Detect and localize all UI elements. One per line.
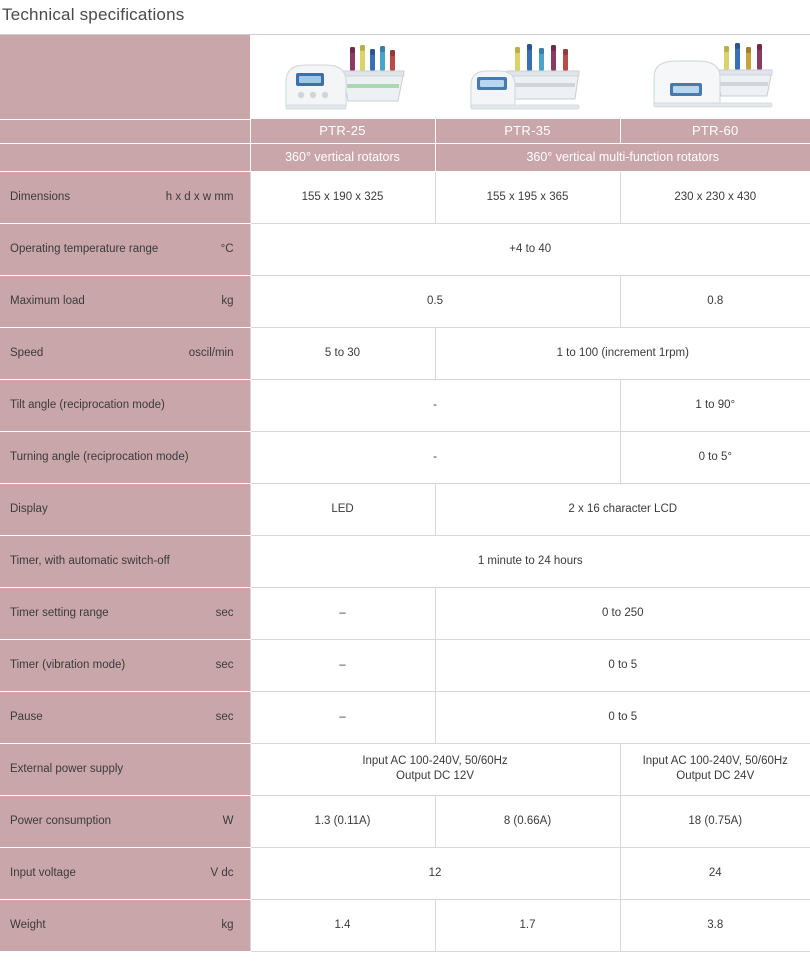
product-name-ptr35: PTR-35: [435, 119, 620, 143]
table-cell: 230 x 230 x 430: [620, 171, 810, 223]
table-cell: 1 to 100 (increment 1rpm): [435, 327, 810, 379]
table-cell: 1.3 (0.11A): [250, 795, 435, 847]
table-cell: 18 (0.75A): [620, 795, 810, 847]
row-label: Pause: [10, 711, 43, 723]
row-label: Timer (vibration mode): [10, 659, 126, 671]
row-label: Timer setting range: [10, 607, 109, 619]
table-row: [0, 275, 810, 327]
table-row: [0, 743, 810, 795]
table-cell: +4 to 40: [250, 223, 810, 275]
product-name-row-label: [0, 119, 250, 143]
row-unit: V dc: [210, 867, 234, 879]
page-title-block: [0, 0, 810, 32]
row-label-cell: [0, 171, 250, 223]
table-row: [0, 847, 810, 899]
table-cell: 155 x 195 x 365: [435, 171, 620, 223]
table-cell: 12: [250, 847, 620, 899]
table-cell: 1.7: [435, 899, 620, 951]
table-cell: -: [250, 431, 620, 483]
table-cell: 0 to 5°: [620, 431, 810, 483]
table-row: [0, 431, 810, 483]
row-unit: kg: [221, 295, 234, 307]
row-label: Speed: [10, 347, 44, 359]
table-cell: Input AC 100-240V, 50/60Hz Output DC 12V: [250, 743, 620, 795]
row-label: Dimensions: [10, 191, 71, 203]
table-cell: 24: [620, 847, 810, 899]
table-cell: 0 to 5: [435, 691, 810, 743]
row-label-cell: [0, 275, 250, 327]
table-row: [0, 379, 810, 431]
row-label: Input voltage: [10, 867, 76, 879]
table-cell: 0 to 250: [435, 587, 810, 639]
table-body: [0, 35, 810, 951]
table-cell: 1 minute to 24 hours: [250, 535, 810, 587]
product-image-cell-ptr35: [435, 35, 620, 119]
row-label-cell: [0, 379, 250, 431]
table-cell: 0.5: [250, 275, 620, 327]
product-image-row: [0, 35, 810, 119]
table-row: [0, 899, 810, 951]
row-unit: oscil/min: [188, 347, 234, 359]
table-cell: LED: [250, 483, 435, 535]
product-image-cell-ptr25: [250, 35, 435, 119]
row-label: Tilt angle (reciprocation mode): [10, 399, 165, 411]
product-image-cell-ptr60: [620, 35, 810, 119]
table-cell: 3.8: [620, 899, 810, 951]
rotator-ptr60-icon: [640, 37, 790, 117]
row-label: Timer, with automatic switch-off: [10, 555, 170, 567]
table-cell: 5 to 30: [250, 327, 435, 379]
row-label: Turning angle (reciprocation mode): [10, 451, 189, 463]
table-row: [0, 639, 810, 691]
table-cell: 0.8: [620, 275, 810, 327]
table-cell: 155 x 190 x 325: [250, 171, 435, 223]
row-label: Maximum load: [10, 295, 85, 307]
row-unit: sec: [215, 607, 234, 619]
row-label-cell: [0, 535, 250, 587]
row-label-cell: [0, 431, 250, 483]
row-label-cell: [0, 639, 250, 691]
row-label: Weight: [10, 919, 46, 931]
table-row: [0, 483, 810, 535]
table-row: [0, 691, 810, 743]
row-label: Power consumption: [10, 815, 111, 827]
row-unit: sec: [215, 711, 234, 723]
row-label-cell: [0, 743, 250, 795]
row-label-cell: [0, 899, 250, 951]
table-cell: –: [250, 587, 435, 639]
row-label: Operating temperature range: [10, 243, 159, 255]
rotator-ptr25-icon: [268, 37, 418, 117]
product-name-ptr25: PTR-25: [250, 119, 435, 143]
technical-specifications-table: [0, 35, 810, 952]
table-row: [0, 795, 810, 847]
table-row: [0, 327, 810, 379]
table-row: [0, 587, 810, 639]
row-label-cell: [0, 587, 250, 639]
table-cell: 1.4: [250, 899, 435, 951]
table-cell: 2 x 16 character LCD: [435, 483, 810, 535]
row-unit: h x d x w mm: [165, 191, 234, 203]
row-label-cell: [0, 847, 250, 899]
table-cell: 1 to 90°: [620, 379, 810, 431]
product-name-ptr60: PTR-60: [620, 119, 810, 143]
product-family-vertical-rotators: 360° vertical rotators: [250, 143, 435, 171]
row-unit: W: [222, 815, 234, 827]
row-label: External power supply: [10, 763, 124, 775]
rotator-ptr35-icon: [453, 37, 603, 117]
row-unit: kg: [221, 919, 234, 931]
table-corner-cell: [0, 35, 250, 119]
row-unit: °C: [220, 243, 234, 255]
table-row: [0, 535, 810, 587]
product-family-row-label: [0, 143, 250, 171]
table-cell: –: [250, 691, 435, 743]
table-cell: 0 to 5: [435, 639, 810, 691]
row-label: Display: [10, 503, 48, 515]
product-family-row: [0, 143, 810, 171]
table-cell: Input AC 100-240V, 50/60Hz Output DC 24V: [620, 743, 810, 795]
table-row: [0, 223, 810, 275]
product-family-multifunction-rotators: 360° vertical multi-function rotators: [435, 143, 810, 171]
table-cell: 8 (0.66A): [435, 795, 620, 847]
row-label-cell: [0, 691, 250, 743]
table-cell: –: [250, 639, 435, 691]
row-unit: sec: [215, 659, 234, 671]
page-title: Technical specifications: [2, 5, 185, 24]
table-row: [0, 171, 810, 223]
row-label-cell: [0, 483, 250, 535]
row-label-cell: [0, 795, 250, 847]
row-label-cell: [0, 327, 250, 379]
row-label-cell: [0, 223, 250, 275]
product-name-row: [0, 119, 810, 143]
table-cell: -: [250, 379, 620, 431]
